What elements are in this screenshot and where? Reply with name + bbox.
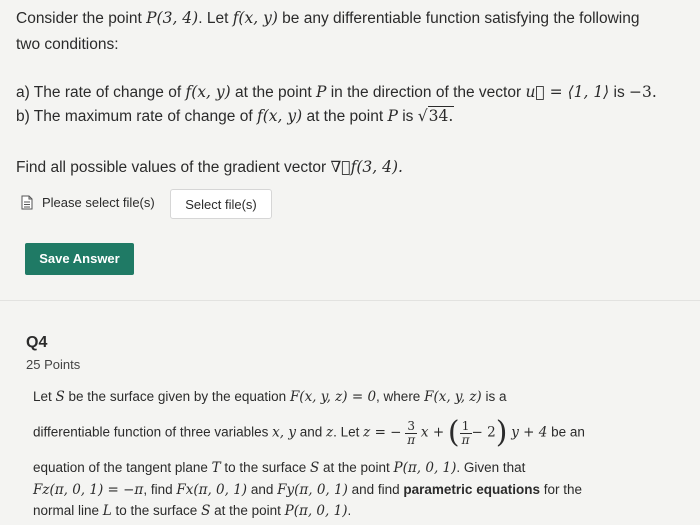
q4-line1 <box>33 388 506 406</box>
q3-cond-a-text: a) The rate of change of <box>16 84 186 101</box>
q4-x-term: x + <box>420 424 445 441</box>
q4-y-term: y + 4 <box>511 424 548 441</box>
q3-cond-a-text: is <box>609 84 630 101</box>
q3-find-prompt <box>16 157 403 178</box>
q3-cond-a-text: in the direction of the vector <box>326 84 526 101</box>
q3-cond-a-vector: u⃗ = ⟨1, 1⟩ <box>525 83 610 101</box>
fraction-numerator: 3 <box>405 420 417 434</box>
q3-intro-line1 <box>16 8 639 29</box>
q4-line3 <box>33 459 525 477</box>
q3-cond-a-point: P <box>315 83 327 101</box>
q3-cond-a-value: −3. <box>629 83 657 101</box>
paren-close: ) <box>495 415 508 450</box>
q4-text: , where <box>376 389 425 404</box>
q4-text: Let <box>33 389 56 404</box>
q3-cond-b-value: 34. <box>428 107 454 125</box>
q3-cond-a-func: f(x, y) <box>185 83 231 101</box>
q3-intro-text: Consider the point <box>16 10 147 27</box>
save-answer-button[interactable]: Save Answer <box>25 243 134 275</box>
q3-find-text: Find all possible values of the gradient vector <box>16 159 331 176</box>
q4-text: normal line <box>33 503 103 518</box>
q4-points: 25 Points <box>26 357 81 372</box>
q4-text: . Given that <box>456 460 526 475</box>
q4-equation: F(x, y, z) = 0 <box>289 389 377 405</box>
q4-text: and <box>247 482 278 497</box>
q3-point: P(3, 4) <box>146 9 199 27</box>
q3-cond-b-func: f(x, y) <box>256 107 303 125</box>
q4-surface: S <box>309 460 320 476</box>
fraction-denominator: π <box>461 432 470 447</box>
q4-surface: S <box>201 503 211 519</box>
q4-text: at the point <box>210 503 285 518</box>
q4-point: P(π, 0, 1) <box>284 503 348 519</box>
q4-minus-two: − 2 <box>471 424 496 441</box>
q3-gradient: ∇⃗f(3, 4). <box>330 158 403 176</box>
q3-cond-a-text: at the point <box>230 84 316 101</box>
q4-surface: S <box>55 389 65 405</box>
paren-open: ( <box>447 415 460 450</box>
q3-cond-b-text: is <box>397 108 418 125</box>
q3-function: f(x, y) <box>232 9 278 27</box>
q4-point: P(π, 0, 1) <box>393 460 457 476</box>
fraction-3-over-pi <box>405 420 417 447</box>
q4-var-z: z <box>326 424 334 441</box>
select-files-button[interactable]: Select file(s) <box>170 189 272 219</box>
q4-title: Q4 <box>26 334 48 351</box>
q4-bold-phrase: parametric equations <box>403 482 540 497</box>
q3-condition-a <box>16 82 657 103</box>
q4-text: . <box>347 503 352 518</box>
q3-cond-b-text: b) The maximum rate of change of <box>16 108 257 125</box>
q4-text: be an <box>547 424 585 440</box>
q4-line2 <box>33 415 585 450</box>
question-divider <box>0 300 700 301</box>
q4-text: is a <box>481 389 507 404</box>
file-icon <box>21 195 33 210</box>
q4-text: differentiable function of three variables <box>33 424 273 440</box>
q4-fx: Fx(π, 0, 1) <box>176 482 248 498</box>
q3-condition-b <box>16 106 454 127</box>
q4-line4 <box>33 481 582 499</box>
q4-line-L: L <box>102 503 112 519</box>
q4-text: at the point <box>319 460 394 475</box>
q4-text: and <box>295 424 327 440</box>
q4-text: for the <box>539 482 582 497</box>
sqrt-symbol: √ <box>417 107 428 125</box>
q4-text: to the surface <box>220 460 310 475</box>
fraction-1-over-pi <box>460 420 472 447</box>
q3-intro-line2: two conditions: <box>16 36 119 53</box>
fraction-denominator: π <box>407 432 416 447</box>
q4-text: be the surface given by the equation <box>64 389 290 404</box>
q4-text: to the surface <box>111 503 202 518</box>
q3-cond-b-text: at the point <box>302 108 388 125</box>
q3-intro-text: . Let <box>198 10 233 27</box>
file-upload-label: Please select file(s) <box>42 195 155 210</box>
q4-function: F(x, y, z) <box>424 389 482 405</box>
q4-fz-value: Fz(π, 0, 1) = −π <box>33 482 144 498</box>
fraction-numerator: 1 <box>460 420 472 434</box>
q3-intro-text: be any differentiable function satisfying the following <box>277 10 640 27</box>
q4-text: , find <box>143 482 177 497</box>
q4-plane: T <box>211 460 221 476</box>
q3-cond-b-point: P <box>387 107 398 125</box>
q4-fy: Fy(π, 0, 1) <box>277 482 348 498</box>
q4-line5 <box>33 502 351 520</box>
q4-text: equation of the tangent plane <box>33 460 212 475</box>
q4-text: and find <box>347 482 404 497</box>
q4-z-equation: z = − <box>363 424 402 441</box>
q4-text: . Let <box>333 424 364 440</box>
q4-vars: x, y <box>272 424 296 441</box>
